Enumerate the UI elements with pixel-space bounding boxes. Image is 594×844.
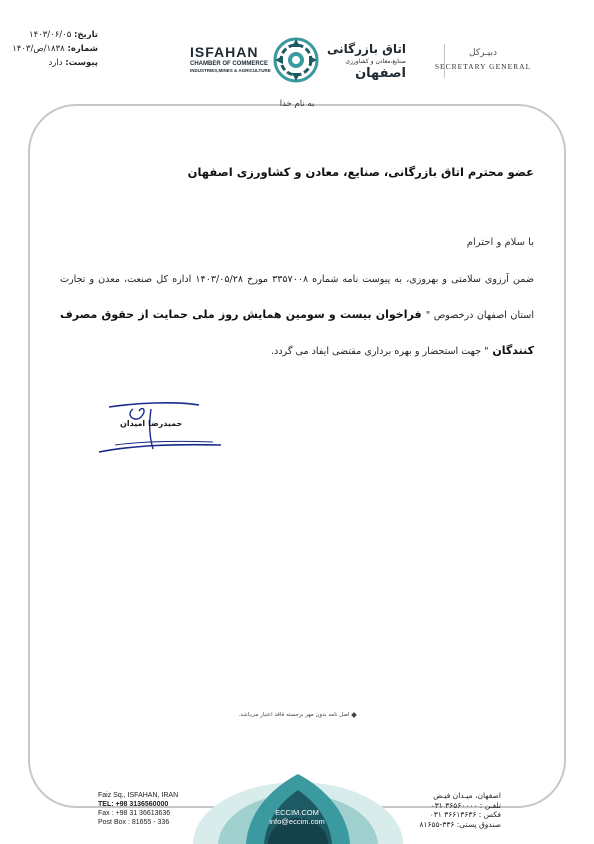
recipient: عضو محترم اتاق بازرگانی، صنایع، معادن و کشاورزی اصفهان [187,165,534,179]
chamber-emblem-icon [273,37,319,83]
footer-contact-en: Faiz Sq., ISFAHAN, IRAN TEL: +98 3136560000 Fax : +98 31 36613636 Post Box : 81655 - 336 [98,792,179,826]
meta-number: شماره: ۱۸۳۸/ص/۱۴۰۳ [12,44,98,54]
logo-fa-title: اتاق بازرگانی [327,42,406,56]
secretary-fa: دبیـرکل [469,48,497,58]
body-highlight: فراخوان بیست و سومین همایش روز ملی حمایت از حقوق مصرف کنندگان [60,308,534,357]
logo-fa-subtitle: صنایع،معادن و کشاورزی [345,58,406,65]
logo-fa-city: اصفهان [355,66,406,81]
logo-en-subtitle: CHAMBER OF COMMERCE [190,61,268,67]
footer-ornament-icon [188,760,408,844]
logo-en-subtitle-2: INDUSTRIES,MINES & AGRICULTURE [190,68,271,73]
letter-body [60,262,534,369]
footer-web [0,808,594,826]
meta-attachment: پیوست: دارد [48,58,98,68]
secretary-general-title [433,48,533,71]
body-part-2: " جهت استحضار و بهره برداری مقتضی ایفاد می گردد. [270,346,489,357]
footer-contact-fa: اصفهان، میـدان فیـض تلفـن : ۳۶۵۶۰۰۰۰ ۰۳۱ فکس : ۳۶۶۱۳۶۳۶ ۰۳۱ صندوق پستی: ۳۳۶-۸۱۶۵۵ [419,791,501,829]
diamond-icon [351,712,357,718]
letter-meta [8,28,98,70]
chamber-logo [190,35,415,87]
meta-date: تاریخ: ۱۴۰۳/۰۶/۰۵ [29,30,98,40]
signer-name: حمیدرضا امیدان [120,419,183,428]
website-link[interactable]: ECCIM.COM [275,808,319,817]
body-part-1: ضمن آرزوی سلامتی و بهروزی، به پیوست نامه شماره ۳۳۵۷۰۰۸ مورخ ۱۴۰۳/۰۵/۲۸ اداره کل صنعت، معدن و تجارت استان اصفهان درخصوص " [60,274,534,321]
basmala: به نام خدا [279,99,315,109]
validity-note: اصل نامه بدون مهر برجسته فاقد اعتبار می‌باشد. [0,712,594,718]
greeting: با سلام و احترام [466,237,534,248]
logo-en-title: ISFAHAN [190,44,259,60]
letter-frame [28,104,566,808]
secretary-en: SECRETARY GENERAL [434,62,532,71]
email-link[interactable]: info@eccim.com [269,817,325,826]
